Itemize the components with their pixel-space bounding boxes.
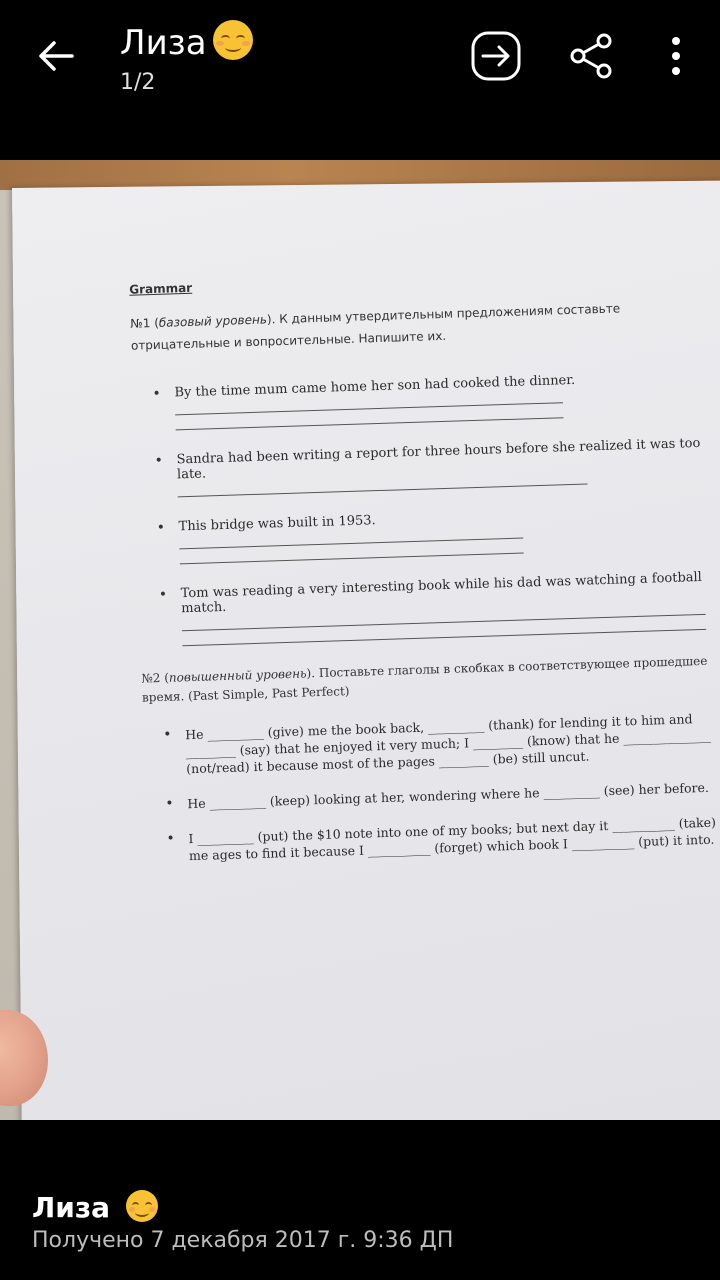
section1-item: • Tom was reading a very interesting book while his dad was watching a football match. bbox=[139, 569, 720, 648]
share-icon bbox=[566, 30, 618, 82]
more-options-button[interactable] bbox=[650, 30, 702, 82]
section1-instructions: №1 (базовый уровень). К данным утвердительным предложениям составьте отрицательные и вопросительные. Напишите их. bbox=[130, 301, 621, 353]
forward-button[interactable] bbox=[470, 30, 522, 82]
section2-item: • I _________ (put) the $10 note into one of my books; but next day it __________ (take) me ages to find it because I __________ (forget) which book I __________ (put) it into. bbox=[146, 813, 720, 866]
section2-instructions: №2 (повышенный уровень). Поставьте глаголы в скобках в соответствующее прошедшее время. (Past Simple, Past Perfect) bbox=[141, 653, 708, 705]
section1-sentence-list bbox=[132, 368, 720, 647]
forward-icon bbox=[470, 30, 522, 82]
photo-viewer[interactable] bbox=[0, 160, 720, 1120]
smiling-face-emoji-icon bbox=[213, 20, 253, 60]
worksheet-paper bbox=[12, 180, 720, 1120]
share-button[interactable] bbox=[566, 30, 618, 82]
message-info-panel bbox=[0, 1120, 720, 1280]
section2-item: • He _________ (keep) looking at her, wondering where he _________ (see) her before. bbox=[145, 778, 720, 814]
image-counter: 1/2 bbox=[120, 70, 156, 95]
back-button[interactable] bbox=[32, 32, 80, 80]
section1-item: • Sandra had been writing a report for three hours before she realized it was too late. bbox=[134, 435, 720, 499]
back-arrow-icon bbox=[36, 36, 76, 76]
top-app-bar bbox=[0, 0, 720, 160]
contact-name: Лиза bbox=[120, 20, 253, 64]
received-timestamp: Получено 7 декабря 2017 г. 9:36 ДП bbox=[32, 1228, 454, 1253]
more-vert-icon bbox=[650, 30, 702, 82]
section1-item: • By the time mum came home her son had cooked the dinner. bbox=[132, 368, 720, 432]
worksheet-content bbox=[129, 264, 720, 883]
title-block bbox=[120, 20, 253, 95]
smiling-face-emoji-icon bbox=[126, 1190, 158, 1222]
worksheet-heading: Grammar bbox=[128, 280, 193, 297]
section2-exercise-list bbox=[143, 709, 720, 865]
sender-name: Лиза bbox=[32, 1190, 158, 1224]
section2-item: • He _________ (give) me the book back, _________ (thank) for lending it to him and ________ (say) that he enjoyed it very much; I ________ (know) that he ______________ (not/read) it because most of the pages ________ (be) still uncut. bbox=[143, 709, 720, 779]
section1-item: • This bridge was built in 1953. bbox=[136, 502, 720, 566]
